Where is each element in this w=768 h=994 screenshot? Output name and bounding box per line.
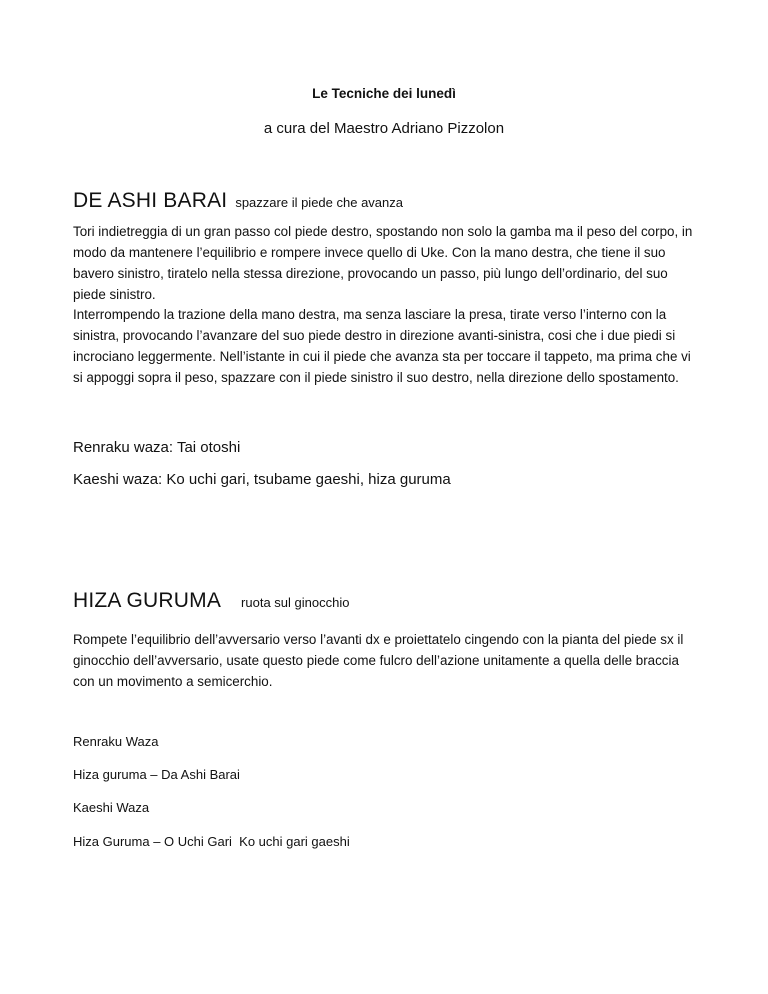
renraku-waza-item: Hiza guruma – Da Ashi Barai (73, 767, 240, 782)
technique-meaning: spazzare il piede che avanza (235, 195, 403, 210)
kaeshi-waza-line: Kaeshi waza: Ko uchi gari, tsubame gaeshi, hiza guruma (73, 471, 451, 488)
technique-name: DE ASHI BARAI (73, 189, 228, 212)
renraku-waza-line: Renraku waza: Tai otoshi (73, 439, 241, 456)
kaeshi-waza-item: Hiza Guruma – O Uchi Gari Ko uchi gari gaeshi (73, 834, 350, 849)
document-title: Le Tecniche dei lunedì (312, 86, 456, 101)
paragraph-de-ashi-barai-2: Interrompendo la trazione della mano destra, ma senza lasciare la presa, tirate verso l’interno con la sinistra, provocando l’avanzare del suo piede destro in direzione avanti-sinistra, cosi che i due piedi si incrociano leggermente. Nell’istante in cui il piede che avanza sta per toccare il tappeto, ma prima che vi si appoggi sopra il peso, spazzare con il piede sinistro il suo destro, nella direzione dello spostamento. (73, 307, 691, 385)
technique-meaning: ruota sul ginocchio (241, 595, 350, 610)
technique-name: HIZA GURUMA (73, 589, 222, 612)
paragraph-de-ashi-barai-1: Tori indietreggia di un gran passo col piede destro, spostando non solo la gamba ma il peso del corpo, in modo da mantenere l’equilibrio e rompere invece quello di Uke. Con la mano destra, che tiene il suo bavero sinistro, tiratelo nella stessa direzione, provocando un passo, più lungo dell’ordinario, del suo piede sinistro. (73, 224, 693, 302)
document-subtitle: a cura del Maestro Adriano Pizzolon (263, 120, 505, 137)
kaeshi-waza-title: Kaeshi Waza (73, 800, 150, 815)
paragraph-hiza-guruma-1: Rompete l’equilibrio dell’avversario verso l’avanti dx e proiettatelo cingendo con la pianta del piede sx il ginocchio dell’avversario, usate questo piede come fulcro dell’azione unitamente a quella delle braccia con un movimento a semicerchio. (73, 632, 684, 689)
renraku-waza-title: Renraku Waza (73, 734, 159, 749)
section-heading-de-ashi-barai (73, 189, 403, 213)
section-heading-hiza-guruma (73, 589, 349, 613)
